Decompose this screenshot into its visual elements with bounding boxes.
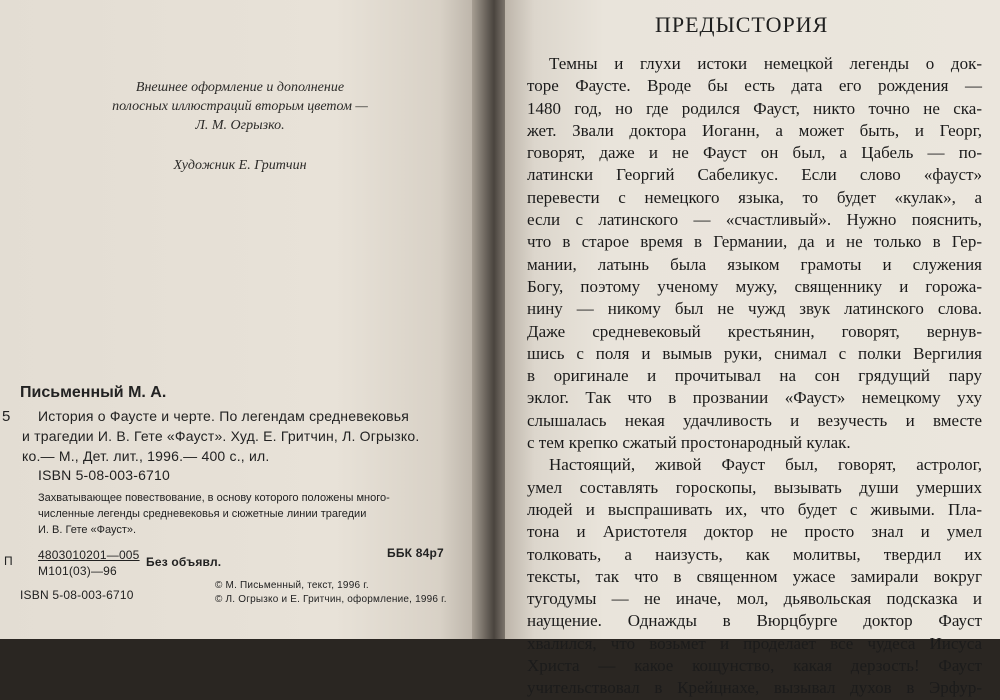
annotation-line: численные легенды средневековья и сюжетные линии трагедии	[38, 508, 367, 520]
text-line: хвалился, что возьмет и проделает все чудеса Иисуса	[527, 633, 982, 653]
credits-line: Л. М. Огрызко.	[195, 118, 285, 133]
left-page	[0, 0, 478, 639]
bib-line: История о Фаусте и черте. По легендам средневековья	[38, 408, 410, 424]
text-line: тугодумы — не иначе, мол, дьявольская подсказка и	[527, 589, 982, 609]
text-line: слышалась некая удачливость и везучесть и вместе	[527, 410, 982, 430]
copyright-line: © Л. Огрызко и Е. Гритчин, оформление, 1996 г.	[215, 594, 447, 605]
text-line: говорят, даже и не Фауст он был, а Цабель — по-	[527, 143, 982, 163]
text-line: перевести с немецкого языка, то будет «кулак», а	[527, 187, 982, 207]
text-line: Христа — какое кощунство, какая дерзость! Фауст	[527, 656, 982, 676]
text-line: что в старое время в Германии, да и не только в Гер-	[527, 232, 982, 252]
annotation	[38, 490, 458, 538]
body-text	[527, 53, 982, 700]
annotation-line: Захватывающее повествование, в основу которого положены много-	[38, 492, 390, 504]
credits-line: Внешнее оформление и дополнение	[135, 80, 345, 95]
text-line: тона и Аристотеля доктор не просто знал и умел	[527, 522, 982, 542]
text-line: наущение. Однажды в Вюрцбурге доктор Фауст	[527, 611, 982, 631]
annotation-line: И. В. Гете «Фауст».	[38, 524, 137, 536]
copyright-line: © М. Письменный, текст, 1996 г.	[215, 580, 369, 591]
text-line: Темны и глухи истоки немецкой легенды о док-	[549, 54, 982, 73]
text-line: шись с поля и вымыв руки, снимал с полки Вергилия	[527, 343, 982, 363]
text-line: людей и выспрашивать их, что будет с живыми. Пла-	[527, 499, 982, 519]
text-line: умел составлять гороскопы, вызывать души умерших	[527, 477, 982, 497]
text-line: нину — никому был не чужд звук латинского слова.	[527, 299, 982, 319]
credits-line: полосных иллюстраций вторым цветом —	[112, 99, 368, 114]
text-line: 1480 год, но где родился Фауст, никто точно не ска-	[527, 98, 982, 118]
text-line: Богу, поэтому ученому мужу, священнику и горожа-	[527, 276, 982, 296]
text-line: Настоящий, живой Фауст был, говорят, астролог,	[549, 455, 982, 475]
bib-line: и трагедии И. В. Гете «Фауст». Худ. Е. Гритчин, Л. Огрызко.	[22, 428, 420, 444]
isbn-line: ISBN 5-08-003-6710	[38, 467, 171, 483]
bbk-code: ББК 84р7	[387, 546, 444, 560]
text-line: толковать, а наизусть, как молитвы, твердил их	[527, 544, 982, 564]
text-line: жет. Звали доктора Иоганн, а может быть, и Георг,	[527, 120, 982, 140]
text-line: мании, латынь была языком грамоты и служения	[527, 254, 982, 274]
text-line: учительствовал в Крейцнахе, вызывал духов в Эрфур-	[527, 678, 982, 698]
code-denominator: М101(03)—96	[38, 564, 117, 578]
text-line: в оригинале и прочитывал на сон грядущий пару	[527, 366, 982, 386]
right-page	[505, 0, 1000, 698]
no-announce: Без объявл.	[146, 555, 222, 569]
code-numerator: 4803010201—005	[38, 548, 140, 562]
text-line: эклог. Так что в прозвании «Фауст» немецкому уху	[527, 388, 982, 408]
bib-line: ко.— М., Дет. лит., 1996.— 400 с., ил.	[22, 448, 270, 464]
chapter-title: ПРЕДЫСТОРИЯ	[655, 12, 829, 37]
text-line: латински Георгий Сабеликус. Если слово «фауст»	[527, 165, 982, 185]
author-name: Письменный М. А.	[20, 384, 167, 401]
text-line: тексты, так что в священном ужасе замирали вокруг	[527, 566, 982, 586]
text-line: если с латинского — «счастливый». Нужно пояснить,	[527, 210, 982, 230]
artist-credit: Художник Е. Гритчин	[173, 158, 307, 173]
text-line: с тем крепко сжатый простонародный кулак.	[527, 433, 851, 453]
text-line: торе Фаусте. Вроде бы есть дата его рождения —	[527, 76, 982, 96]
design-credits	[40, 78, 440, 135]
text-line: Даже средневековый крестьянин, говорят, вернув-	[527, 321, 982, 341]
code-prefix: П	[4, 554, 13, 568]
isbn-bottom: ISBN 5-08-003-6710	[20, 588, 134, 602]
class-number: 5	[2, 408, 11, 425]
